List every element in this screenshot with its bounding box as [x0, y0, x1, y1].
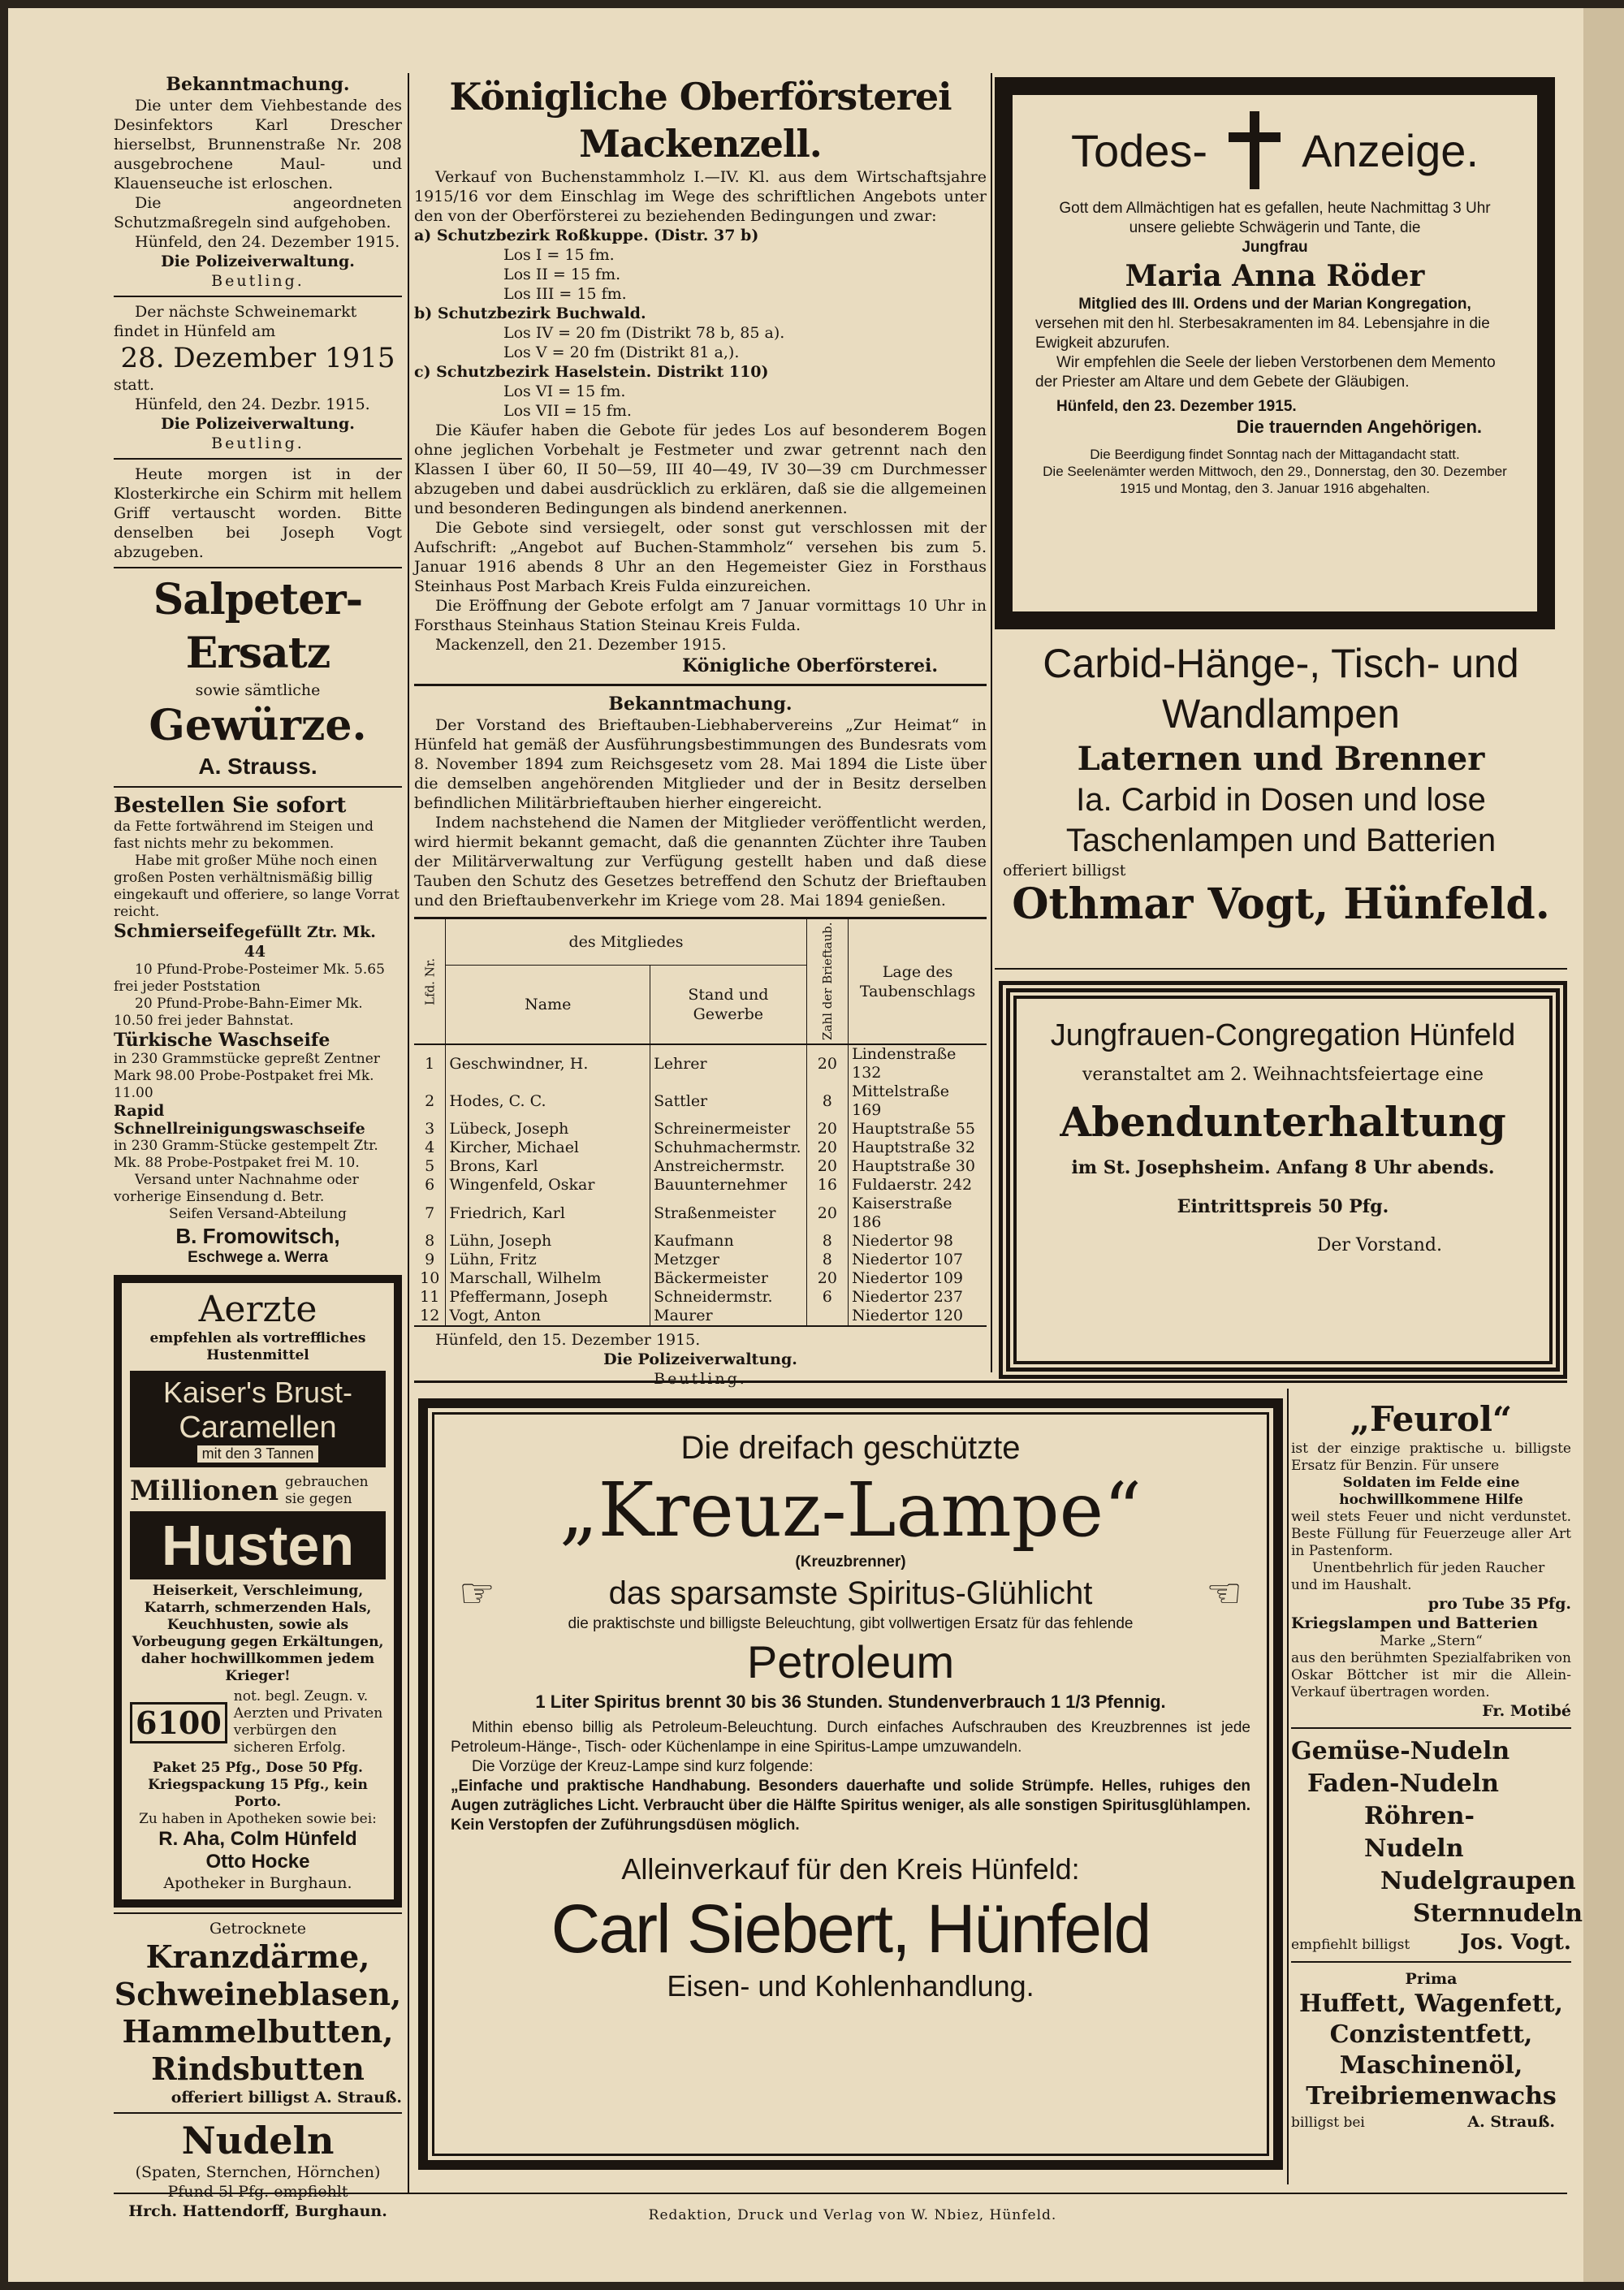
pointing-hand-icon: ☜: [1206, 1570, 1242, 1617]
product-name: Huffett, Wagenfett,: [1298, 1990, 1564, 2018]
ad-title: Salpeter-Ersatz: [153, 575, 363, 678]
ad-text: aus den berühmten Spezialfabriken von Oskar Böttcher ist mir die Allein-Verkauf übertragen worden.: [1291, 1650, 1571, 1700]
notice-date: Hünfeld, den 24. Dezember 1915.: [135, 233, 400, 251]
ad-text: Marke „Stern“: [1380, 1633, 1483, 1649]
ad-text: Versand unter Nachnahme oder vorherige Einsendung d. Betr.: [114, 1172, 359, 1205]
death-notice-text: Mitglied des III. Ordens und der Marian Kongregation,: [1078, 296, 1471, 313]
notice-signature: Die Polizeiverwaltung.: [161, 415, 355, 433]
cell-lage: Niedertor 98: [852, 1232, 953, 1251]
notice-signature: Die Polizeiverwaltung.: [161, 253, 355, 270]
death-notice-text: Wir empfehlen die Seele der lieben Verstorbenen dem Memento der Priester am Altare und dem Gebete der Gläubigen.: [1035, 354, 1496, 391]
cell-stand: Sattler: [650, 1082, 806, 1120]
table-row: [414, 1157, 987, 1176]
lot-item: Los V = 20 fm (Distrikt 81 a,).: [503, 344, 740, 361]
ad-subtitle: sowie sämtliche: [195, 681, 321, 699]
cell-stand: Bäckermeister: [650, 1269, 806, 1288]
cell-nr: 6: [414, 1176, 446, 1195]
product-price: pro Tube 35 Pfg.: [1427, 1595, 1571, 1613]
brand-name: Caramellen: [179, 1411, 337, 1445]
cell-name: Lübeck, Joseph: [446, 1120, 650, 1139]
death-notice-text: versehen mit den hl. Sterbesakramenten im 84. Lebensjahre in die Ewigkeit abzurufen.: [1035, 315, 1490, 352]
product-name: Conzistentfett,: [1329, 2020, 1533, 2049]
ad-text: 20 Pfund-Probe-Bahn-Eimer Mk. 10.50 frei jeder Bahnstat.: [114, 996, 363, 1029]
ad-text: da Fette fortwährend im Steigen und fast nichts mehr zu bekommen.: [114, 819, 374, 852]
cell-name: Hodes, C. C.: [446, 1082, 650, 1120]
product-name: Schmierseife: [114, 921, 244, 942]
notice-signer: Beutling.: [654, 1370, 747, 1389]
seller: R. Aha, Colm Hünfeld: [158, 1828, 357, 1850]
event-details: im St. Josephsheim. Anfang 8 Uhr abends.: [1071, 1157, 1495, 1178]
product-name: Gemüse-Nudeln: [1291, 1737, 1510, 1765]
imprint: Redaktion, Druck und Verlag von W. Nbiez, Hünfeld.: [648, 2207, 1057, 2223]
lot-district: b) Schutzbezirk Buchwald.: [414, 305, 646, 322]
notice-signature: Königliche Oberförsterei.: [682, 655, 938, 676]
event-name: Abendunterhaltung: [1060, 1098, 1506, 1146]
lot-item: Los IV = 20 fm (Distrikt 78 b, 85 a).: [503, 324, 785, 342]
ad-text: empfiehlt billigst: [1291, 1937, 1410, 1953]
ad-text: Mithin ebenso billig als Petroleum-Beleuchtung. Durch einfaches Aufschrauben des Kreuzbrennes ist jede Petroleum-Hänge-, Tisch- oder Küchenlampe in eine Spiritus-Lampe umzuwandeln.: [451, 1719, 1250, 1756]
notice-date: Hünfeld, den 15. Dezember 1915.: [435, 1331, 701, 1350]
ad-subtitle: empfehlen als vortreffliches Hustenmittel: [149, 1330, 366, 1363]
cell-zahl: 20: [806, 1157, 849, 1176]
market-date: 28. Dezember 1915: [120, 342, 395, 374]
ad-text: Ia. Carbid in Dosen und lose: [1076, 782, 1486, 818]
product-name: Nudelgraupen: [1380, 1867, 1576, 1895]
ad-title: Petroleum: [746, 1636, 955, 1687]
divider: [114, 2193, 1567, 2194]
cell-lage: Hauptstraße 55: [852, 1120, 975, 1139]
lot-list: [414, 382, 987, 421]
cell-name: Lühn, Fritz: [446, 1251, 650, 1269]
divider: [114, 567, 402, 568]
column-rule: [1287, 1389, 1289, 2184]
ad-signature: Der Vorstand.: [1316, 1235, 1442, 1255]
product-name: Sternnudeln: [1413, 1899, 1583, 1928]
cell-nr: 12: [414, 1307, 446, 1326]
cell-lage: Mittelstraße 169: [852, 1082, 949, 1120]
cell-nr: 1: [414, 1044, 446, 1082]
cell-lage: Niedertor 120: [852, 1307, 964, 1325]
death-notice-title: Anzeige.: [1302, 124, 1479, 176]
notice-schirm: Heute morgen ist in der Klosterkirche ein Schirm mit hellem Griff vertauscht worden. Bitte denselben bei Joseph Vogt abzugeben.: [114, 465, 402, 561]
ad-title: Nudeln: [181, 2119, 335, 2163]
ad-title: Carbid-Hänge-, Tisch- und: [1043, 641, 1519, 686]
ad-text: „Einfache und praktische Handhabung. Besonders dauerhafte und solide Strümpfe. Helles, ruhiges den Augen zuträgliches Licht. Verbraucht über die Hälfte Spiritus weniger, als alle sonstigen Spiritusglühlampen. Kein Verstopfen der Zuführungsdüsen möglich.: [451, 1778, 1250, 1834]
ad-firm: Othmar Vogt, Hünfeld.: [1012, 879, 1550, 929]
divider: [1291, 1961, 1571, 1963]
table-row: [414, 1288, 987, 1307]
product-name: Hammelbutten,: [122, 2013, 394, 2050]
product-name: Faden-Nudeln: [1307, 1769, 1499, 1798]
ad-firm-sub: Eisen- und Kohlenhandlung.: [667, 1969, 1034, 2003]
notice-viehseuche: [114, 73, 402, 291]
col-header-group: des Mitgliedes: [446, 918, 806, 966]
product-name: Rindsbutten: [151, 2050, 365, 2087]
ad-prima-fett: [1291, 1969, 1571, 2132]
ad-text: Paket 25 Pfg., Dose 50 Pfg. Kriegspackung 15 Pfg., kein Porto.: [148, 1760, 368, 1810]
ad-gemuese-nudeln: [1291, 1735, 1583, 1955]
ad-text: Heiserkeit, Verschleimung, Katarrh, schmerzenden Hals, Keuchhusten, sowie als Vorbeugung gegen Erkältungen, daher hochwillkommen jedem Krieger!: [132, 1583, 384, 1684]
ad-firm: Fr. Motibé: [1482, 1702, 1571, 1720]
ad-text: Seifen Versand-Abteilung: [169, 1206, 347, 1222]
notice-signer: Beutling.: [211, 272, 304, 290]
product-name: „Kreuz-Lampe“: [559, 1467, 1142, 1553]
col-header-nr: Lfd. Nr.: [414, 918, 446, 1045]
ad-city: Eschwege a. Werra: [188, 1249, 328, 1266]
cell-name: Pfeffermann, Joseph: [446, 1288, 650, 1307]
ad-jungfrauen: [999, 981, 1567, 1379]
cell-name: Geschwindner, H.: [446, 1044, 650, 1082]
notice-text: Der nächste Schweinemarkt findet in Hünfeld am: [114, 303, 357, 340]
col-header-lage: Lage des Taubenschlags: [859, 962, 976, 1000]
cell-name: Friedrich, Karl: [446, 1195, 650, 1232]
brand-name: Kaiser's Brust-: [163, 1376, 352, 1409]
ad-text: Zu haben in Apotheken sowie bei:: [139, 1811, 377, 1827]
ad-text: 10 Pfund-Probe-Posteimer Mk. 5.65 frei jeder Poststation: [114, 961, 385, 995]
death-notice-signature: Die trauernden Angehörigen.: [1236, 417, 1482, 437]
table-row: [414, 1269, 987, 1288]
ad-firm: Hrch. Hattendorff, Burghaun.: [128, 2202, 387, 2220]
cell-name: Vogt, Anton: [446, 1307, 650, 1326]
lot-district: c) Schutzbezirk Haselstein. Distrikt 110): [414, 363, 769, 381]
lot-item: Los II = 15 fm.: [503, 266, 621, 283]
column-middle: [414, 73, 987, 1389]
pointing-hand-icon: ☞: [459, 1570, 495, 1617]
notice-signer: Beutling.: [211, 434, 304, 452]
notice-oberfoersterei: [414, 73, 987, 677]
ad-text: gebrauchen sie gegen: [285, 1474, 369, 1507]
lot-list: [414, 323, 987, 362]
col-header-stand: Stand und Gewerbe: [650, 965, 806, 1044]
ad-title: „Feurol“: [1350, 1399, 1513, 1439]
cell-lage: Hauptstraße 32: [852, 1139, 975, 1157]
ad-firm: B. Fromowitsch,: [175, 1224, 340, 1248]
ad-text: ist der einzige praktische u. billigste Ersatz für Benzin. Für unsere: [1291, 1441, 1571, 1474]
ad-text: Soldaten im Felde eine hochwillkommene Hilfe: [1339, 1475, 1523, 1508]
cell-stand: Maurer: [650, 1307, 806, 1326]
brand-banner: [130, 1371, 386, 1467]
cell-zahl: 20: [806, 1120, 849, 1139]
ad-text: Unentbehrlich für jeden Raucher und im Haushalt.: [1291, 1560, 1545, 1593]
ad-firm: A. Strauss.: [198, 754, 317, 779]
table-row: [414, 1307, 987, 1326]
ad-title: Jungfrauen-Congregation Hünfeld: [1050, 1018, 1516, 1052]
divider: [114, 1912, 402, 1914]
cell-stand: Anstreichermstr.: [650, 1157, 806, 1176]
col-header-name: Name: [446, 965, 650, 1044]
ad-subtitle: Prima: [1405, 1970, 1458, 1988]
death-notice-text: Jungfrau: [1242, 239, 1308, 256]
notice-body: Die unter dem Viehbestande des Desinfektors Karl Drescher hierselbst, Brunnenstraße Nr. 208 ausgebrochene Maul- und Klauenseuche ist erloschen.: [114, 97, 402, 192]
product-name: Rapid Schnellreinigungswaschseife: [114, 1102, 365, 1138]
ad-carbid: [995, 633, 1567, 966]
cell-stand: Schneidermstr.: [650, 1288, 806, 1307]
ad-seife: [114, 793, 402, 1267]
product-name: Kriegslampen und Batterien: [1291, 1614, 1538, 1632]
cell-nr: 3: [414, 1120, 446, 1139]
ad-subtitle: Getrocknete: [209, 1920, 307, 1938]
notice-text: Der Vorstand des Brieftauben-Liebhabervereins „Zur Heimat“ in Hünfeld hat gemäß der Ausführungsbestimmungen des Bundesrats vom 8. November 1894 zum Reichsgesetz vom 28. Mai 1894 die Liste über die demselben angehörenden Mitglieder und der in Besitz derselben befindlichen Militärbrieftauben hierher eingereicht.: [414, 716, 987, 812]
deceased-name: Maria Anna Röder: [1125, 259, 1425, 293]
ad-text: billigst bei: [1291, 2115, 1365, 2131]
cell-zahl: 20: [806, 1269, 849, 1288]
cell-nr: 7: [414, 1195, 446, 1232]
cell-nr: 9: [414, 1251, 446, 1269]
cell-lage: Lindenstraße 132: [852, 1045, 957, 1082]
ad-daerme: [114, 1919, 402, 2107]
cell-lage: Kaiserstraße 186: [852, 1195, 952, 1232]
product-price: gefüllt Ztr. Mk. 44: [244, 923, 376, 961]
husten-banner: Husten: [130, 1511, 386, 1579]
ad-text: die praktischste und billigste Beleuchtung, gibt vollwertigen Ersatz für das fehlende: [568, 1615, 1134, 1632]
table-row: [414, 1176, 987, 1195]
lot-item: Los VI = 15 fm.: [503, 382, 626, 400]
notice-text: Die Gebote sind versiegelt, oder sonst gut verschlossen mit der Aufschrift: „Angebot auf Buchen-Stammholz“ versehen bis zum 5. Januar 1916 abends 8 Uhr an den Hegemeister Giez in Forsthaus Steinhaus Post Marbach Kreis Fulda einzureichen.: [414, 519, 987, 595]
cell-zahl: 8: [806, 1082, 849, 1120]
notice-schweinemarkt: [114, 302, 402, 453]
cell-zahl: 16: [806, 1176, 849, 1195]
ad-aerzte: [114, 1275, 402, 1908]
cell-nr: 2: [414, 1082, 446, 1120]
cell-zahl: 20: [806, 1044, 849, 1082]
brand-sub: mit den 3 Tannen: [197, 1445, 319, 1463]
ad-title: Wandlampen: [1162, 691, 1400, 737]
cell-stand: Bauunternehmer: [650, 1176, 806, 1195]
cell-name: Kircher, Michael: [446, 1139, 650, 1157]
column-rule: [408, 73, 409, 2193]
ad-title: Bestellen Sie sofort: [114, 793, 347, 818]
cell-nr: 11: [414, 1288, 446, 1307]
ad-text: in 230 Grammstücke gepreßt Zentner Mark 98.00 Probe-Postpaket frei Mk. 11.00: [114, 1051, 380, 1101]
table-row: [414, 1044, 987, 1082]
column-left: [114, 73, 402, 2249]
notice-title: Bekanntmachung.: [608, 693, 793, 715]
column-right: [1291, 1398, 1583, 2178]
ad-firm: A. Strauß.: [1467, 2113, 1555, 2131]
cell-name: Marschall, Wilhelm: [446, 1269, 650, 1288]
divider: [114, 458, 402, 460]
column-rule: [991, 73, 992, 1372]
ad-firm: Jos. Vogt.: [1460, 1930, 1571, 1955]
ad-text: offeriert billigst: [1003, 862, 1126, 879]
cell-zahl: 20: [806, 1195, 849, 1232]
table-row: [414, 1232, 987, 1251]
cell-lage: Fuldaerstr. 242: [852, 1176, 973, 1195]
ad-kreuz-lampe: [418, 1398, 1283, 2170]
notice-text: statt.: [114, 376, 155, 394]
cell-lage: Niedertor 109: [852, 1269, 964, 1288]
adjacent-page-edge: [1583, 8, 1624, 2282]
ad-text: das sparsamste Spiritus-Glühlicht: [608, 1575, 1093, 1611]
notice-text: Die Käufer haben die Gebote für jedes Los auf besonderem Bogen ohne jeglichen Vorbehalt je Festmeter und zwar getrennt nach den Klassen I über 60, II 50—59, III 40—49, IV 30—39 cm Durchmesser abzugeben und dabei ausdrücklich zu erklären, daß sie die allgemeinen und besonderen Bedingungen als bindend anerkennen.: [414, 421, 987, 517]
cell-stand: Kaufmann: [650, 1232, 806, 1251]
ad-firm: offeriert billigst A. Strauß.: [171, 2089, 402, 2106]
table-row: [414, 1195, 987, 1232]
notice-brieftauben: [414, 693, 987, 1389]
lot-district: a) Schutzbezirk Roßkuppe. (Distr. 37 b): [414, 227, 759, 244]
notice-title: Bekanntmachung.: [166, 74, 350, 95]
table-row: [414, 1139, 987, 1157]
ad-text: 1 Liter Spiritus brennt 30 bis 36 Stunden. Stundenverbrauch 1 1/3 Pfennig.: [535, 1692, 1166, 1712]
divider: [414, 684, 987, 686]
death-notice-date: Hünfeld, den 23. Dezember 1915.: [1056, 398, 1297, 415]
table-row: [414, 1120, 987, 1139]
seller: Apotheker in Burghaun.: [163, 1874, 352, 1892]
ad-text: Pfund 5l Pfg. empfiehlt: [167, 2183, 348, 2201]
notice-date: Hünfeld, den 24. Dezbr. 1915.: [135, 395, 370, 413]
product-name: Schweineblasen,: [114, 1976, 402, 2012]
ad-text: Millionen: [130, 1475, 279, 1507]
product-name: Kranzdärme,: [145, 1938, 370, 1975]
seller: Otto Hocke: [205, 1851, 310, 1873]
divider: [114, 786, 402, 788]
ad-salpeter: [114, 573, 402, 781]
lot-item: Los VII = 15 fm.: [503, 402, 632, 420]
cell-stand: Lehrer: [650, 1044, 806, 1082]
notice-text: Die Eröffnung der Gebote erfolgt am 7 Januar vormittags 10 Uhr in Forsthaus Steinhaus Station Steinau Kreis Fulda.: [414, 597, 987, 634]
ad-title: Aerzte: [198, 1289, 317, 1330]
newspaper-page: [8, 8, 1583, 2282]
cell-zahl: 20: [806, 1139, 849, 1157]
cross-icon: [1229, 111, 1281, 189]
product-name: Treibriemenwachs: [1306, 2082, 1557, 2111]
product-name: Röhren-Nudeln: [1364, 1802, 1475, 1863]
cell-nr: 5: [414, 1157, 446, 1176]
divider: [414, 1380, 1567, 1383]
ad-text: Die Vorzüge der Kreuz-Lampe sind kurz folgende:: [472, 1758, 814, 1775]
ad-subtitle: (Kreuzbrenner): [795, 1553, 906, 1571]
notice-text: Verkauf von Buchenstammholz I.—IV. Kl. aus dem Wirtschaftsjahre 1915/16 vor dem Einschlag im Wege des schriftlichen Angebots unter den von der Oberförsterei zu beziehenden Bedingungen und zwar:: [414, 168, 987, 225]
ad-text: not. begl. Zeugn. v. Aerzten und Privaten verbürgen den sicheren Erfolg.: [233, 1688, 383, 1756]
lot-list: [414, 245, 987, 304]
death-notice-text: Gott dem Allmächtigen hat es gefallen, heute Nachmittag 3 Uhr unsere geliebte Schwägerin und Tante, die: [1059, 200, 1491, 236]
divider: [995, 968, 1567, 970]
ad-text: veranstaltet am 2. Weihnachtsfeiertage eine: [1082, 1065, 1484, 1085]
ad-subtitle: Laternen und Brenner: [1077, 740, 1485, 778]
member-table: [414, 917, 987, 1327]
death-notice-footnote: Die Beerdigung findet Sonntag nach der Mittagandacht statt.: [1090, 447, 1460, 462]
divider: [1291, 1727, 1571, 1729]
cell-zahl: 8: [806, 1232, 849, 1251]
ad-text: Alleinverkauf für den Kreis Hünfeld:: [621, 1852, 1080, 1886]
cell-name: Lühn, Joseph: [446, 1232, 650, 1251]
cell-nr: 8: [414, 1232, 446, 1251]
death-notice: [995, 77, 1555, 629]
notice-signature: Die Polizeiverwaltung.: [603, 1350, 797, 1369]
event-price: Eintrittspreis 50 Pfg.: [1177, 1196, 1389, 1217]
cell-stand: Schuhmachermstr.: [650, 1139, 806, 1157]
cell-stand: Straßenmeister: [650, 1195, 806, 1232]
notice-text: Indem nachstehend die Namen der Mitglieder veröffentlicht werden, wird hiermit bekannt gemacht, daß die genannten Züchter ihre Tauben der Militärverwaltung zur Verfügung gestellt haben und daß diese Tauben den Schutz des Gesetzes betreffend den Schutz der Brieftauben und den Brieftaubenverkehr im Kriege vom 28. Mai 1894 genießen.: [414, 814, 987, 910]
divider: [114, 2112, 402, 2114]
cell-nr: 10: [414, 1269, 446, 1288]
ad-nudeln: [114, 2119, 402, 2221]
cell-name: Brons, Karl: [446, 1157, 650, 1176]
ad-feurol: [1291, 1398, 1571, 1721]
cell-lage: Hauptstraße 30: [852, 1157, 975, 1176]
cell-lage: Niedertor 237: [852, 1288, 964, 1307]
ad-text: weil stets Feuer und nicht verdunstet. Beste Füllung für Feuerzeuge aller Art in Pastenform.: [1291, 1509, 1571, 1559]
ad-number: 6100: [130, 1702, 227, 1743]
cell-stand: Metzger: [650, 1251, 806, 1269]
product-name: Türkische Waschseife: [114, 1030, 330, 1051]
col-header-zahl: Zahl der Brieftaub.: [806, 918, 849, 1045]
table-row: [414, 1082, 987, 1120]
ad-text: in 230 Gramm-Stücke gestempelt Ztr. Mk. 88 Probe-Postpaket frei M. 10.: [114, 1138, 378, 1171]
divider: [114, 296, 402, 297]
cell-zahl: [806, 1307, 849, 1326]
table-row: [414, 1251, 987, 1269]
lot-item: Los III = 15 fm.: [503, 285, 627, 303]
cell-nr: 4: [414, 1139, 446, 1157]
product-name: Maschinenöl,: [1339, 2051, 1523, 2080]
ad-firm: Carl Siebert, Hünfeld: [551, 1890, 1151, 1967]
cell-stand: Schreinermeister: [650, 1120, 806, 1139]
cell-name: Wingenfeld, Oskar: [446, 1176, 650, 1195]
ad-text: (Spaten, Sternchen, Hörnchen): [135, 2163, 381, 2181]
ad-text: Die dreifach geschützte: [680, 1430, 1021, 1466]
death-notice-title: Todes-: [1070, 124, 1208, 176]
death-notice-footnote: Die Seelenämter werden Mittwoch, den 29., Donnerstag, den 30. Dezember 1915 und Montag, den 3. Januar 1916 abgehalten.: [1043, 464, 1507, 496]
ad-title: Gewürze.: [149, 701, 367, 750]
ad-text: Habe mit großer Mühe noch einen großen Posten verhältnismäßig billig eingekauft und offeriere, so lange Vorrat reicht.: [114, 853, 400, 920]
notice-title: Königliche Oberförsterei Mackenzell.: [449, 75, 952, 166]
cell-zahl: 8: [806, 1251, 849, 1269]
cell-zahl: 6: [806, 1288, 849, 1307]
ad-text: Taschenlampen und Batterien: [1065, 823, 1497, 858]
lot-item: Los I = 15 fm.: [503, 246, 615, 264]
notice-date: Mackenzell, den 21. Dezember 1915.: [435, 636, 727, 654]
cell-lage: Niedertor 107: [852, 1251, 964, 1269]
notice-body2: Die angeordneten Schutzmaßregeln sind aufgehoben.: [114, 194, 402, 231]
